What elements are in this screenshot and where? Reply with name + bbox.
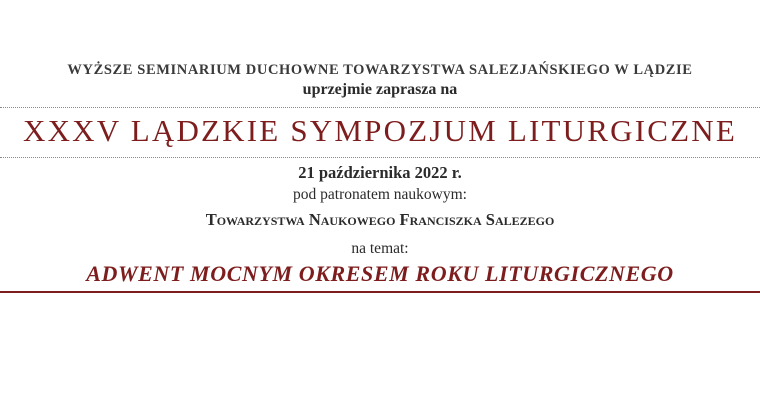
institution-line: WYŻSZE SEMINARIUM DUCHOWNE TOWARZYSTWA SALEZJAŃSKIEGO W LĄDZIE	[67, 62, 693, 78]
patron-label: pod patronatem naukowym:	[293, 186, 467, 203]
patron-name: Towarzystwa Naukowego Franciszka Salezego	[205, 210, 555, 229]
divider-accent-bottom	[0, 291, 760, 293]
topic-title: ADWENT MOCNYM OKRESEM ROKU LITURGICZNEGO	[86, 261, 674, 286]
topic-label: na temat:	[351, 240, 409, 257]
invitation-line: uprzejmie zaprasza na	[302, 81, 458, 98]
page-title: XXXV LĄDZKIE SYMPOZJUM LITURGICZNE	[22, 113, 737, 148]
divider-dotted-top	[0, 107, 760, 108]
event-date: 21 października 2022 r.	[298, 163, 462, 182]
divider-dotted-bottom	[0, 157, 760, 158]
